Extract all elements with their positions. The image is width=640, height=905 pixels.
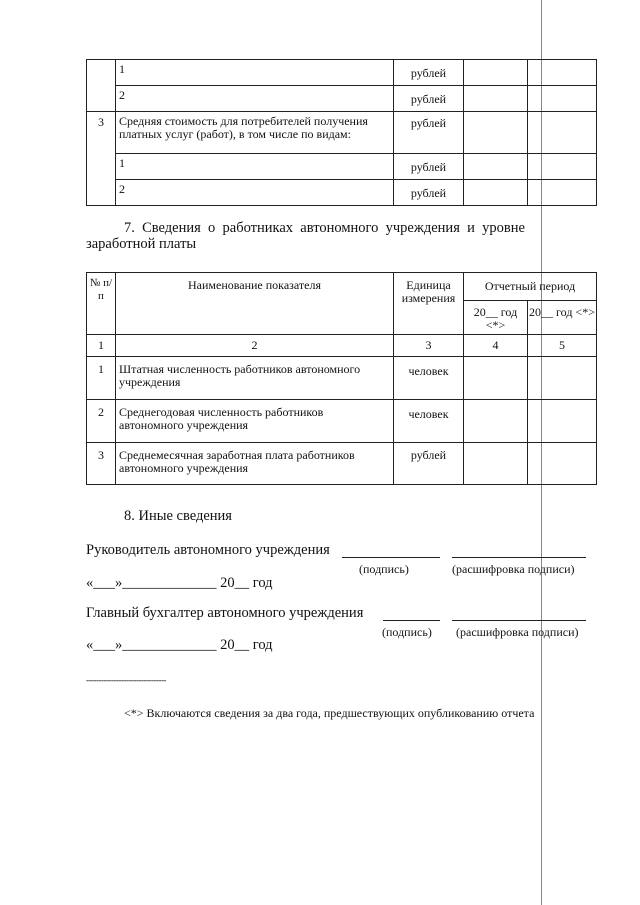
head-date-line[interactable]: «___»_____________ 20__ год (86, 575, 273, 591)
row-number: 2 (87, 400, 116, 443)
head-signature-line[interactable] (342, 557, 440, 558)
row-unit: рублей (394, 60, 464, 86)
row-label: 1 (116, 60, 394, 86)
accountant-signature-label: Главный бухгалтер автономного учреждения (86, 605, 364, 621)
row-unit: рублей (394, 180, 464, 206)
row-unit: рублей (394, 86, 464, 112)
column-number: 1 (87, 335, 116, 357)
row-label: Штатная численность работников автономного учреждения (116, 357, 394, 400)
section-8-heading: 8. Иные сведения (124, 508, 232, 524)
table-row (87, 357, 597, 400)
column-number: 5 (528, 335, 597, 357)
column-number: 4 (464, 335, 528, 357)
table-row (87, 60, 597, 86)
row-unit: рублей (394, 443, 464, 485)
head-signature-caption: (подпись) (359, 562, 409, 576)
footnote-text: <*> Включаются сведения за два года, предшествующих опубликованию отчета (124, 706, 535, 720)
header-unit: Единица измерения (394, 273, 464, 335)
paid-services-table (86, 59, 597, 206)
row-unit: рублей (394, 154, 464, 180)
header-number: № п/п (87, 273, 116, 335)
header-indicator-name: Наименование показателя (116, 273, 394, 335)
row-label: 2 (116, 180, 394, 206)
row-label: Средняя стоимость для потребителей получения платных услуг (работ), в том числе по видам: (116, 112, 394, 154)
column-numbers-row (87, 335, 597, 357)
table-row (87, 154, 597, 180)
header-year-1: 20__ год <*> (464, 301, 528, 335)
row-unit: человек (394, 357, 464, 400)
accountant-signature-caption: (подпись) (382, 625, 432, 639)
accountant-name-line[interactable] (452, 620, 586, 621)
footnote-separator: -------------------------------- (86, 675, 166, 685)
table-row (87, 180, 597, 206)
section-7-heading-line2: заработной платы (86, 236, 197, 252)
row-number: 3 (87, 112, 116, 154)
table-row (87, 86, 597, 112)
row-number: 3 (87, 443, 116, 485)
accountant-decode-caption: (расшифровка подписи) (456, 625, 579, 639)
employees-table (86, 272, 597, 485)
table-row (87, 443, 597, 485)
row-label: 2 (116, 86, 394, 112)
table-row (87, 112, 597, 154)
row-label: Среднемесячная заработная плата работников автономного учреждения (116, 443, 394, 485)
column-number: 3 (394, 335, 464, 357)
accountant-date-line[interactable]: «___»_____________ 20__ год (86, 637, 273, 653)
header-reporting-period: Отчетный период (464, 273, 597, 301)
head-signature-label: Руководитель автономного учреждения (86, 542, 330, 558)
row-label: 1 (116, 154, 394, 180)
head-decode-caption: (расшифровка подписи) (452, 562, 575, 576)
table-row (87, 400, 597, 443)
head-name-line[interactable] (452, 557, 586, 558)
header-year-2: 20__ год <*> (528, 301, 597, 335)
row-unit: рублей (394, 112, 464, 154)
column-number: 2 (116, 335, 394, 357)
section-7-heading-line1: 7. Сведения о работниках автономного учреждения и уровне (124, 220, 525, 236)
row-unit: человек (394, 400, 464, 443)
accountant-signature-line[interactable] (383, 620, 440, 621)
row-number: 1 (87, 357, 116, 400)
row-label: Среднегодовая численность работников автономного учреждения (116, 400, 394, 443)
